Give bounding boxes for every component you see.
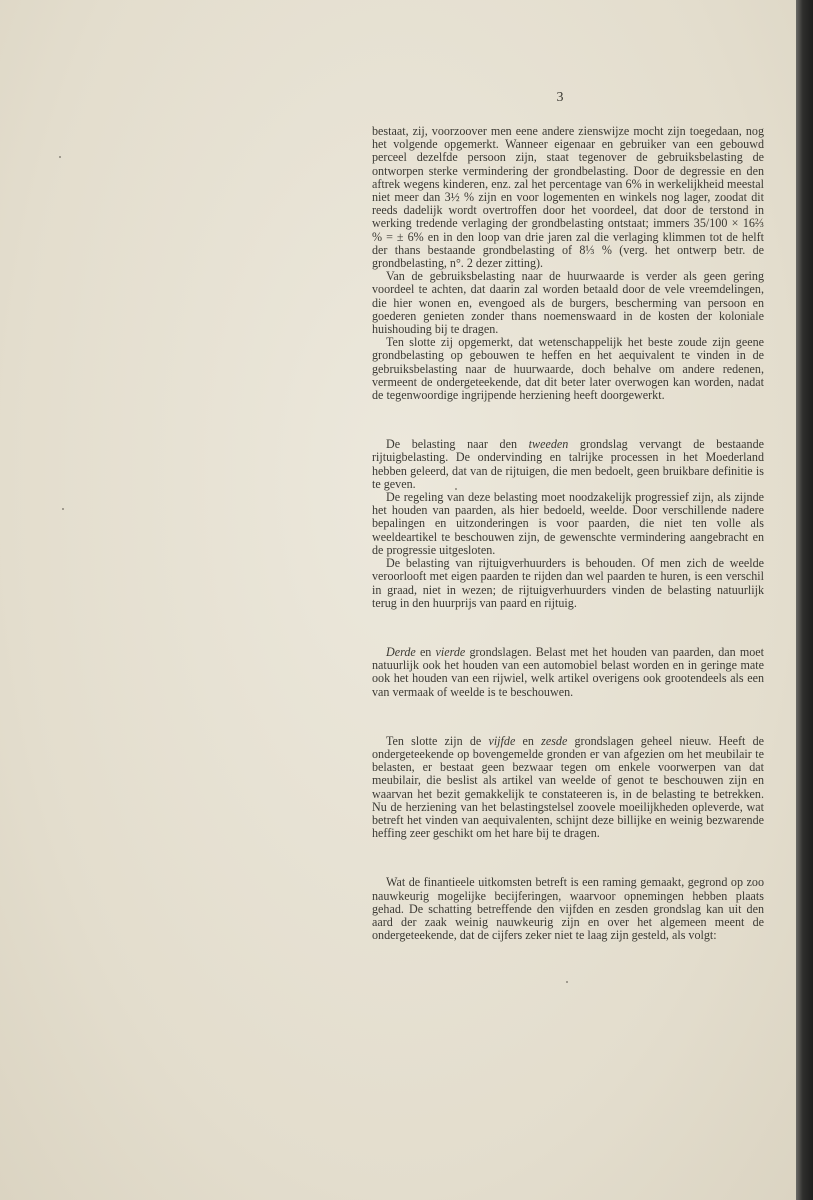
paragraph-7-italic-b: vierde: [435, 644, 466, 659]
paragraph-4-text-b: grondslag vervangt de bestaande rijtuigbelasting. De ondervinding en talrijke processen in het Moederland hebben geleerd, dat van de rijtuigen, die men bedoelt, geen bruikbare definitie is te geven.: [372, 437, 764, 491]
paragraph-8-italic-b: zesde: [541, 733, 568, 748]
page-body: [372, 125, 764, 942]
paragraph-7-text-b: grondslagen. Belast met het houden van paarden, dan moet natuurlijk ook het houden van een automobiel belast worden en in geringe mate ook het houden van een rijwiel, welk artikel overigens ook grootendeels als een van vermaak of weelde is te beschouwen.: [372, 644, 764, 699]
book-spine-edge: [796, 0, 813, 1200]
paragraph-8-text-b: en: [515, 733, 542, 748]
paper-speck: [62, 508, 64, 510]
paragraph-2: Van de gebruiksbelasting naar de huurwaarde is verder als geen gering voordeel te achten, dat daarin zal worden betaald door de vele vreemdelingen, die hier wonen en, evengoed als de burgers, bescherming van persoon en goederen genieten zonder thans noemenswaard in de kosten der koloniale huishouding bij te dragen.: [372, 269, 764, 337]
paragraph-1: bestaat, zij, voorzoover men eene andere zienswijze mocht zijn toegedaan, nog het volgende opgemerkt. Wanneer eigenaar en gebruiker van een gebouwd perceel dezelfde persoon zijn, staat tegenover de gebruiksbelasting de ontworpen sterke vermindering der grondbelasting. Door de degressie en den aftrek wegens kinderen, enz. zal het percentage van 6% in werkelijkheid meestal niet meer dan 3½ % zijn en voor logementen en winkels nog lager, zoodat dit reeds dadelijk wordt overtroffen door het voordeel, dat door de terstond in werking tredende verlaging der grondbelasting ontstaat; immers 35/100 × 16⅔ % = ± 6% en in den loop van drie jaren zal die verlaging klimmen tot de helft der thans bestaande grondbelasting of 8⅓ % (verg. het ontwerp betr. de grondbelasting, n°. 2 dezer zitting).: [372, 124, 764, 271]
paper-speck: [455, 488, 457, 490]
paragraph-7-italic-a: Derde: [386, 644, 416, 659]
paragraph-8-italic-a: vijfde: [488, 733, 516, 748]
paragraph-4-text-a: De belasting naar den: [386, 437, 529, 452]
paper-speck: [59, 156, 61, 158]
paragraph-8-text-a: Ten slotte zijn de: [386, 733, 489, 748]
page-number: 3: [556, 90, 564, 105]
paragraph-7: [372, 646, 764, 699]
paragraph-7-text-a: en: [415, 644, 436, 659]
paragraph-6: De belasting van rijtuigverhuurders is behouden. Of men zich de weelde veroorlooft met eigen paarden te rijden dan wel paarden te huren, is een verschil in graad, niet in wezen; de rijtuigverhuurders vinden de belasting natuurlijk terug in den huurprijs van paard en rijtuig.: [372, 556, 764, 610]
paragraph-3: Ten slotte zij opgemerkt, dat wetenschappelijk het beste zoude zijn geene grondbelasting op gebouwen te heffen en het aequivalent te vinden in de gebruiksbelasting naar de huurwaarde, doch behalve om andere redenen, vermeent de ondergeteekende, dat dit beter later overwogen kan worden, nadat de tegenwoordige ingrijpende herziening heeft doorgewerkt.: [372, 335, 764, 403]
paragraph-8-text-c: grondslagen geheel nieuw. Heeft de ondergeteekende op bovengemelde gronden er van afgezien om het meubilair te belasten, er bestaat geen bezwaar tegen om enkele voorwerpen van dat meubilair, die beslist als artikel van weelde of genot te beschouwen zijn en waarvan het bezit gemakkelijk te constateeren is, in de belasting te betrekken. Nu de herziening van het belastingstelsel zoovele moeilijkheden opleverde, wat betreft het vinden van aequivalenten, schijnt deze billijke en weinig bezwarende heffing zeer geschikt om het hare bij te dragen.: [372, 733, 764, 841]
paragraph-9: Wat de finantieele uitkomsten betreft is een raming gemaakt, gegrond op zoo nauwkeurig mogelijke becijferingen, waarvoor opnemingen hebben plaats gehad. De schatting betreffende den vijfden en zesden grondslag kan uit den aard der zaak weinig nauwkeurig zijn en over het algemeen meent de ondergeteekende, dat de cijfers zeker niet te laag zijn gesteld, als volgt:: [372, 875, 764, 943]
paragraph-5: De regeling van deze belasting moet noodzakelijk progressief zijn, als zijnde het houden van paarden, als hier bedoeld, weelde. Door verschillende nadere bepalingen en uitzonderingen is voor paarden, die niet ten volle als weeldeartikel te beschouwen zijn, de gewenschte vermindering aangebracht en de progressie uitgesloten.: [372, 490, 764, 557]
paragraph-8: [372, 735, 764, 841]
paragraph-4-italic: tweeden: [528, 437, 569, 452]
paper-speck: [566, 981, 568, 983]
paragraph-4: [372, 438, 764, 491]
